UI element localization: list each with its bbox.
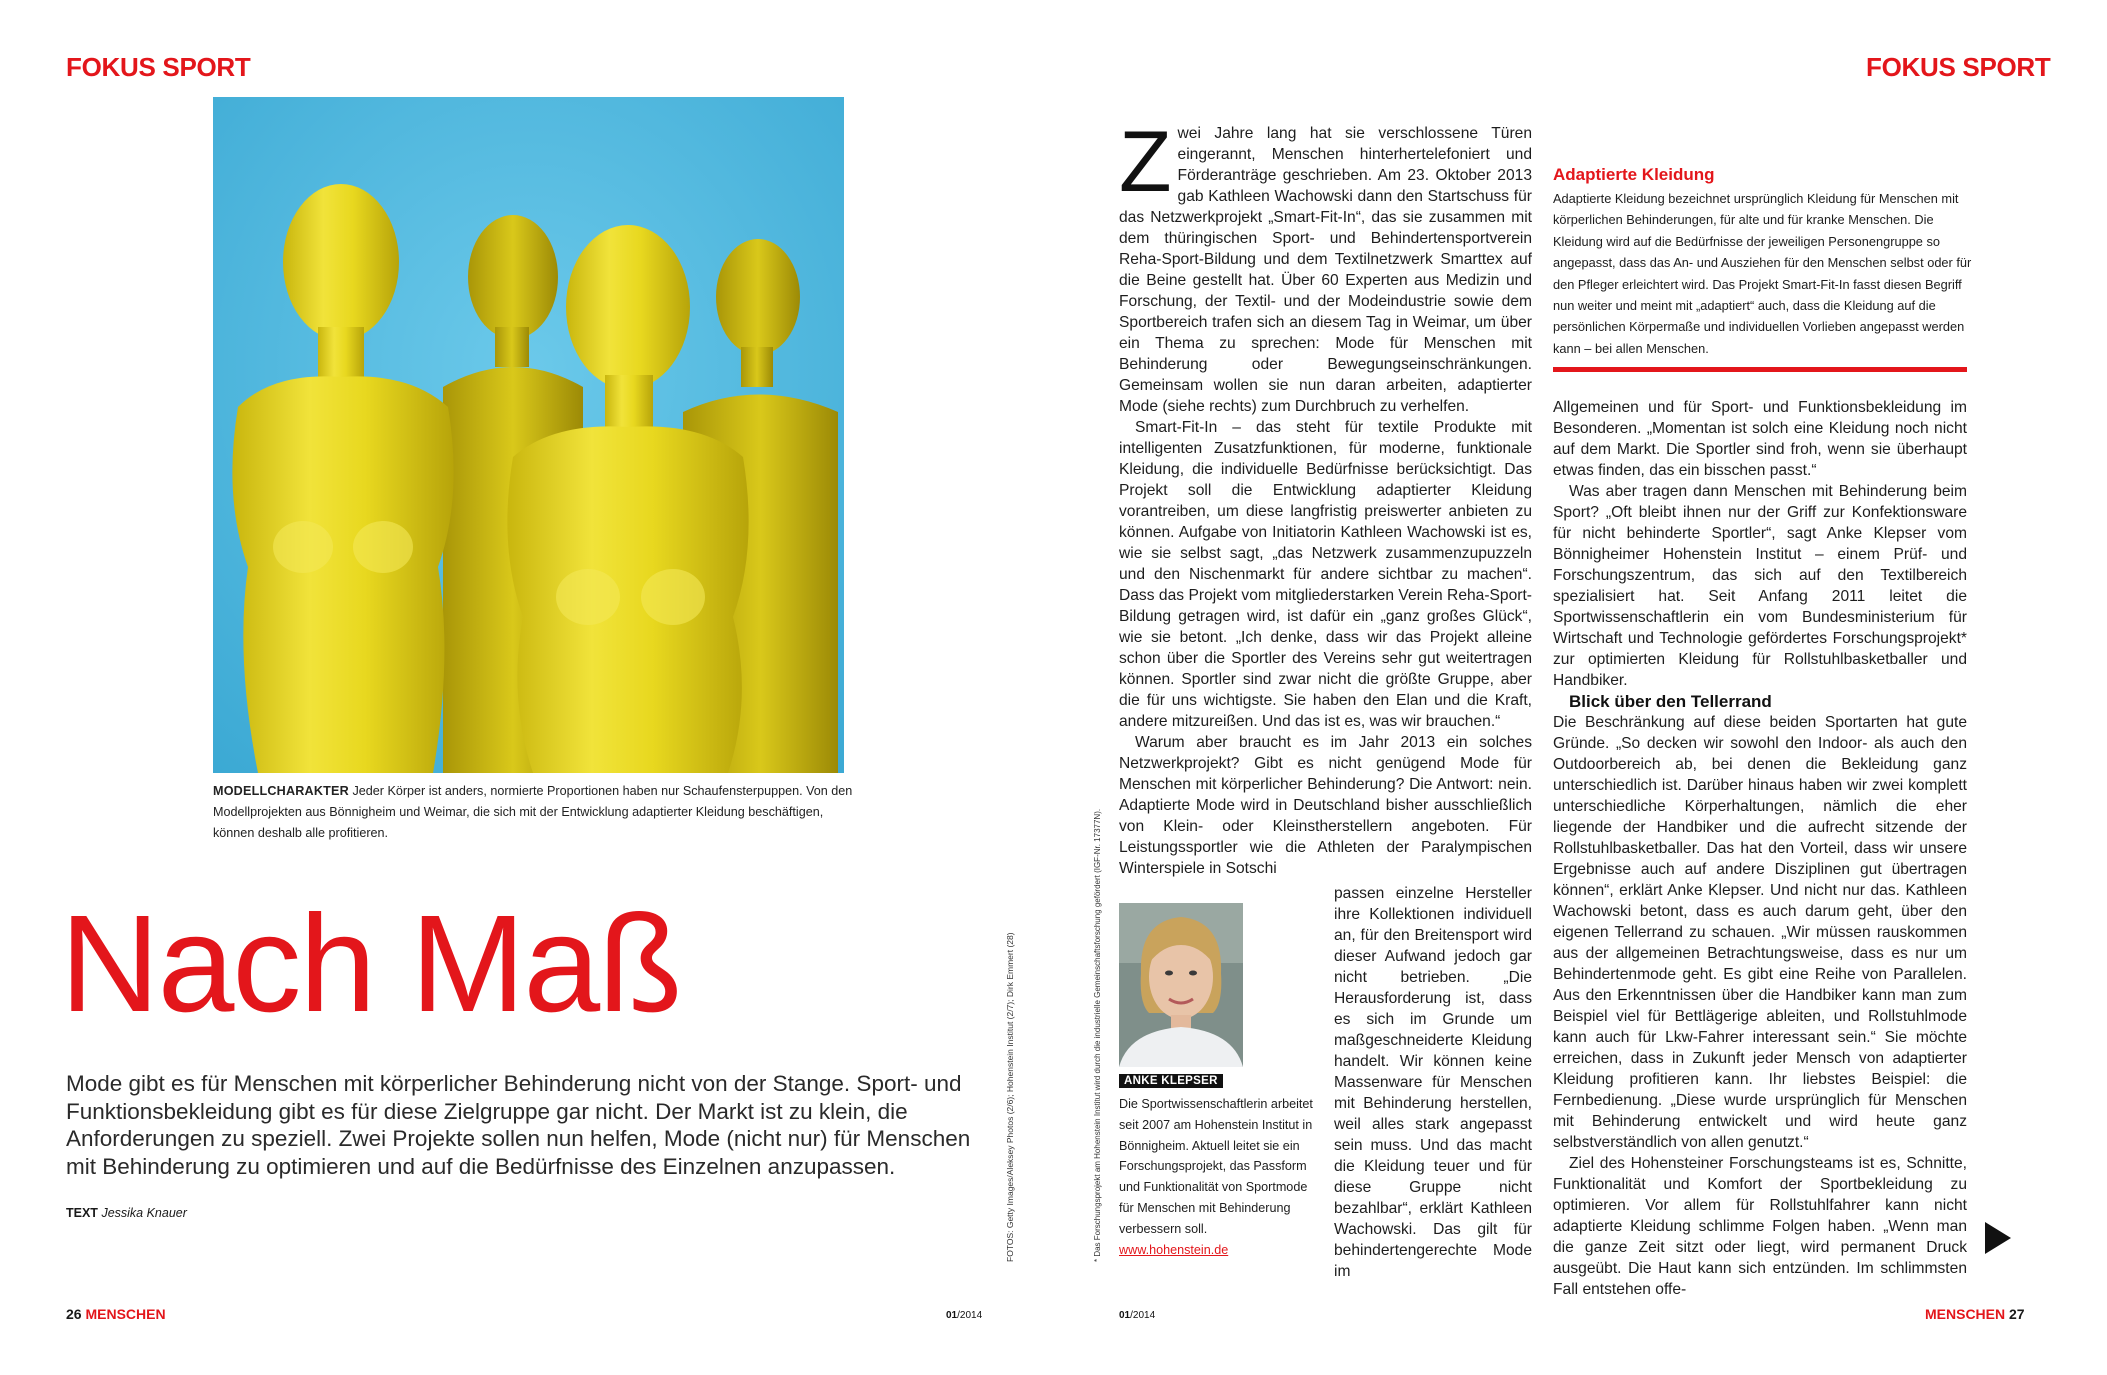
article-paragraph: Die Beschränkung auf diese beiden Sportarten hat gute Gründe. „So decken wir sowohl den Indoor- als auch den Outdoorbereich ab, bei denen die Bekleidung ganz unterschiedlich ist. Darüber hinaus haben wir zwei komplett unterschiedliche Körperhaltungen, nämlich die eher liegende der Handbiker und die aufrecht sitzende der Rollstuhlbasketballer. Das hat den Vorteil, dass wir unsere Ergebnisse auch auf andere Disziplinen gut übertragen können“, erklärt Anke Klepser. Und nicht nur das. Kathleen Wachowski betont, dass es auch darum geht, über den eigenen Tellerrand zu schauen. „Wir müssen rauskommen aus der allgemeinen Betrachtungsweise, dass es nur um Behindertenmode geht. Es gibt eine Reihe von Parallelen. Aus den Erkenntnissen über die Handbiker kann man zum Beispiel viel für Bettlägerige ableiten, und Rollstuhlmode kann auch für Lkw-Fahrer interessant sein.“ Sie möchte erreichen, dass in Zukunft jeder Mensch von adaptierter Kleidung profitieren kann. Ihr liebstes Beispiel: die Fernbedienung. „Diese wurde ursprünglich für Menschen mit Behinderung entwickelt und wird heute ganz selbstverständlich von allen genutzt.“ <box>1553 714 1967 1151</box>
next-page-arrow-icon[interactable] <box>1985 1222 2011 1254</box>
right-issue-year: /2014 <box>1130 1310 1156 1321</box>
right-folio <box>1925 1306 2025 1322</box>
article-paragraph: Ziel des Hohensteiner Forschungsteams ist es, Schnitte, Funktionalität und Komfort der Sportbekleidung zu optimieren. Vor allem für Rollstuhlfahrer kann nicht adaptierte Kleidung schlimme Folgen haben. „Wenn man die ganze Zeit sitzt oder liegt, wird permanent Druck ausgeübt. Die Haut kann sich entzünden. Im schlimmsten Fall entstehen offe- <box>1553 1155 1967 1298</box>
anke-klepser-photo <box>1119 903 1243 1067</box>
caption-label: MODELLCHARAKTER <box>213 784 349 798</box>
photo-caption <box>213 781 853 844</box>
portrait-name: ANKE KLEPSER <box>1119 1074 1223 1088</box>
sidebar-text: Adaptierte Kleidung bezeichnet ursprünglich Kleidung für Menschen mit körperlichen Behinderungen, für alte und für kranke Menschen. Die Kleidung wird auf die Bedürfnisse der jeweiligen Personengruppe so angepasst, dass das An- und Ausziehen für den Menschen selbst oder für den Pfleger erleichtert wird. Das Projekt Smart-Fit-In fasst diesen Begriff nun weiter und meint mit „adaptiert“ auch, dass die Kleidung auf die persönlichen Körpermaße und individuellen Vorlieben angepasst werden kann – bei allen Menschen. <box>1553 191 1972 356</box>
page-title: Nach Maß <box>60 887 681 1041</box>
left-issue <box>946 1310 982 1321</box>
right-kicker: FOKUS SPORT <box>1866 52 2051 82</box>
mannequin-photo <box>213 97 844 773</box>
article-paragraph: Was aber tragen dann Menschen mit Behinderung beim Sport? „Oft bleibt ihnen nur der Griff zur Konfektionsware für nicht behinderte Sportler“, sagt Anke Klepser vom Bönnigheimer Hohenstein Institut – einem Prüf- und Forschungszentrum, das sich auf den Textilbereich spezialisiert hat. Seit Anfang 2011 leitet die Sportwissenschaftlerin ein vom Bundesministerium für Wirtschaft und Technologie gefördertes Forschungsprojekt* zur optimierten Kleidung für Rollstuhlbasketballer und Handbiker. <box>1553 483 1967 689</box>
paragraph-text: wei Jahre lang hat sie verschlossene Türen eingerannt, Menschen hinterhertelefoniert und Förderanträge geschrieben. Am 23. Oktober 2013 gab Kathleen Wachowski dann den Startschuss für das Netzwerkprojekt „Smart-Fit-In“, das sie zusammen mit dem thüringischen Sport- und Behindertensportverein Reha-Sport-Bildung und dem Textilnetzwerk Smarttex auf die Beine gestellt hat. Über 60 Experten aus Medizin und Forschung, der Textil- und der Modeindustrie sowie dem Sportbereich trafen sich an diesem Tag in Weimar, um über ein Thema zu sprechen: Mode für Menschen mit Behinderung oder Bewegungseinschränkungen. Gemeinsam wollen sie nun daran arbeiten, adaptierter Mode (siehe rechts) zum Durchbruch zu verhelfen. <box>1119 125 1532 415</box>
article-paragraph: Warum aber braucht es im Jahr 2013 ein solches Netzwerkprojekt? Gibt es nicht genügend Mode für Menschen mit körperlicher Behinderung? Die Antwort: nein. Adaptierte Mode wird in Deutschland bisher ausschließlich von Klein- oder Kleinstherstellern angeboten. Für Leistungssportler wie die Athleten der Paralympischen Winterspiele in Sotschi <box>1119 734 1532 877</box>
byline-label: TEXT <box>66 1206 98 1220</box>
left-issue-number: 01 <box>946 1310 958 1321</box>
portrait-photo <box>1119 903 1243 1067</box>
left-folio <box>66 1306 166 1322</box>
article-column-1 <box>1119 114 1532 879</box>
caption-text: Jeder Körper ist anders, normierte Proportionen haben nur Schaufensterpuppen. Von den Modellprojekten aus Bönnigheim und Weimar, die sich mit der Entwicklung adaptierter Kleidung beschäftigen, können deshalb alle profitieren. <box>213 784 853 840</box>
right-issue-number: 01 <box>1119 1310 1131 1321</box>
footnote: * Das Forschungsprojekt am Hohenstein Institut wird durch die industrielle Gemeinschaftsforschung gefördert (IGF-Nr. 17377N). <box>1093 808 1102 1262</box>
sidebar-title: Adaptierte Kleidung <box>1553 165 1715 184</box>
portrait-caption <box>1119 1094 1319 1260</box>
article-paragraph <box>1119 114 1532 417</box>
left-issue-year: /2014 <box>957 1310 983 1321</box>
right-issue <box>1119 1310 1155 1321</box>
portrait-caption-text: Die Sportwissenschaftlerin arbeitet seit 2007 am Hohenstein Institut in Bönnigheim. Aktuell leitet sie ein Forschungsprojekt, das Passform und Funktionalität von Sportmode für Menschen mit Behinderung verbessern soll. <box>1119 1097 1313 1236</box>
article-column-1-narrow <box>1334 883 1532 1282</box>
article-paragraph: passen einzelne Hersteller ihre Kollektionen individuell an, für den Breitensport wird dieser Aufwand jedoch gar nicht betrieben. „Die Herausforderung ist, dass es sich im Grunde um maßgeschneiderte Kleidung handelt. Wir können keine Massenware für Menschen mit Behinderung herstellen, weil alles stark angepasst sein muss. Und das macht die Kleidung teuer und für diese Gruppe nicht bezahlbar“, erklärt Kathleen Wachowski. Das gilt für behindertengerechte Mode im <box>1334 885 1532 1280</box>
yellow-mannequins-image <box>213 97 844 773</box>
drop-cap: Z <box>1119 114 1172 210</box>
hohenstein-link[interactable]: www.hohenstein.de <box>1119 1242 1229 1257</box>
left-kicker: FOKUS SPORT <box>66 52 251 82</box>
article-column-2 <box>1553 397 1967 1300</box>
left-page-number: 26 <box>66 1306 82 1322</box>
section-subheading: Blick über den Tellerrand <box>1569 692 1772 711</box>
lead-paragraph: Mode gibt es für Menschen mit körperlicher Behinderung nicht von der Stange. Sport- und Funktionsbekleidung gibt es für diese Zielgruppe gar nicht. Der Markt ist zu klein, die Anforderungen zu speziell. Zwei Projekte sollen nun helfen, Mode (nicht nur) für Menschen mit Behinderung zu optimieren und auf die Bedürfnisse des Einzelnen anzupassen. <box>66 1071 971 1179</box>
byline <box>66 1206 187 1220</box>
photo-credit: FOTOS: Getty Images/Aleksey Photos (2/6); Hohenstein Institut (2/7); Dirk Emmert (28) <box>1005 932 1015 1262</box>
article-paragraph: Allgemeinen und für Sport- und Funktionsbekleidung im Besonderen. „Momentan ist solch eine Kleidung noch nicht auf dem Markt. Die Sportler sind froh, wenn sie überhaupt etwas finden, das ein bisschen passt.“ <box>1553 399 1967 479</box>
article-paragraph: Smart-Fit-In – das steht für textile Produkte mit intelligenten Zusatzfunktionen, für moderne, funktionale Kleidung, die individuelle Bedürfnisse berücksichtigt. Das Projekt soll die Entwicklung adaptierter Kleidung vorantreiben, um diese langfristig preiswerter anbieten zu können. Aufgabe von Initiatorin Kathleen Wachowski ist es, wie sie selbst sagt, „das Netzwerk zusammenzupuzzeln und den Nischenmarkt für andere sichtbar zu machen“. Dass das Projekt vom mitgliederstarken Verein Reha-Sport-Bildung getragen wird, ist dafür ein „ganz großes Glück“, wie sie betont. „Ich denke, dass wir das Projekt alleine schon über die Sportler des Vereins sehr gut weitertragen können. Sportler sind zwar nicht die größte Gruppe, aber die für uns wichtigste. Sie haben den Elan und die Kraft, andere mitzureißen. Und das ist es, was wir brauchen.“ <box>1119 419 1532 730</box>
left-section-name: MENSCHEN <box>85 1306 166 1322</box>
right-page-number: 27 <box>2009 1306 2025 1322</box>
sidebar-divider <box>1553 367 1967 372</box>
right-section-name: MENSCHEN <box>1925 1306 2006 1322</box>
byline-author: Jessika Knauer <box>101 1206 187 1220</box>
